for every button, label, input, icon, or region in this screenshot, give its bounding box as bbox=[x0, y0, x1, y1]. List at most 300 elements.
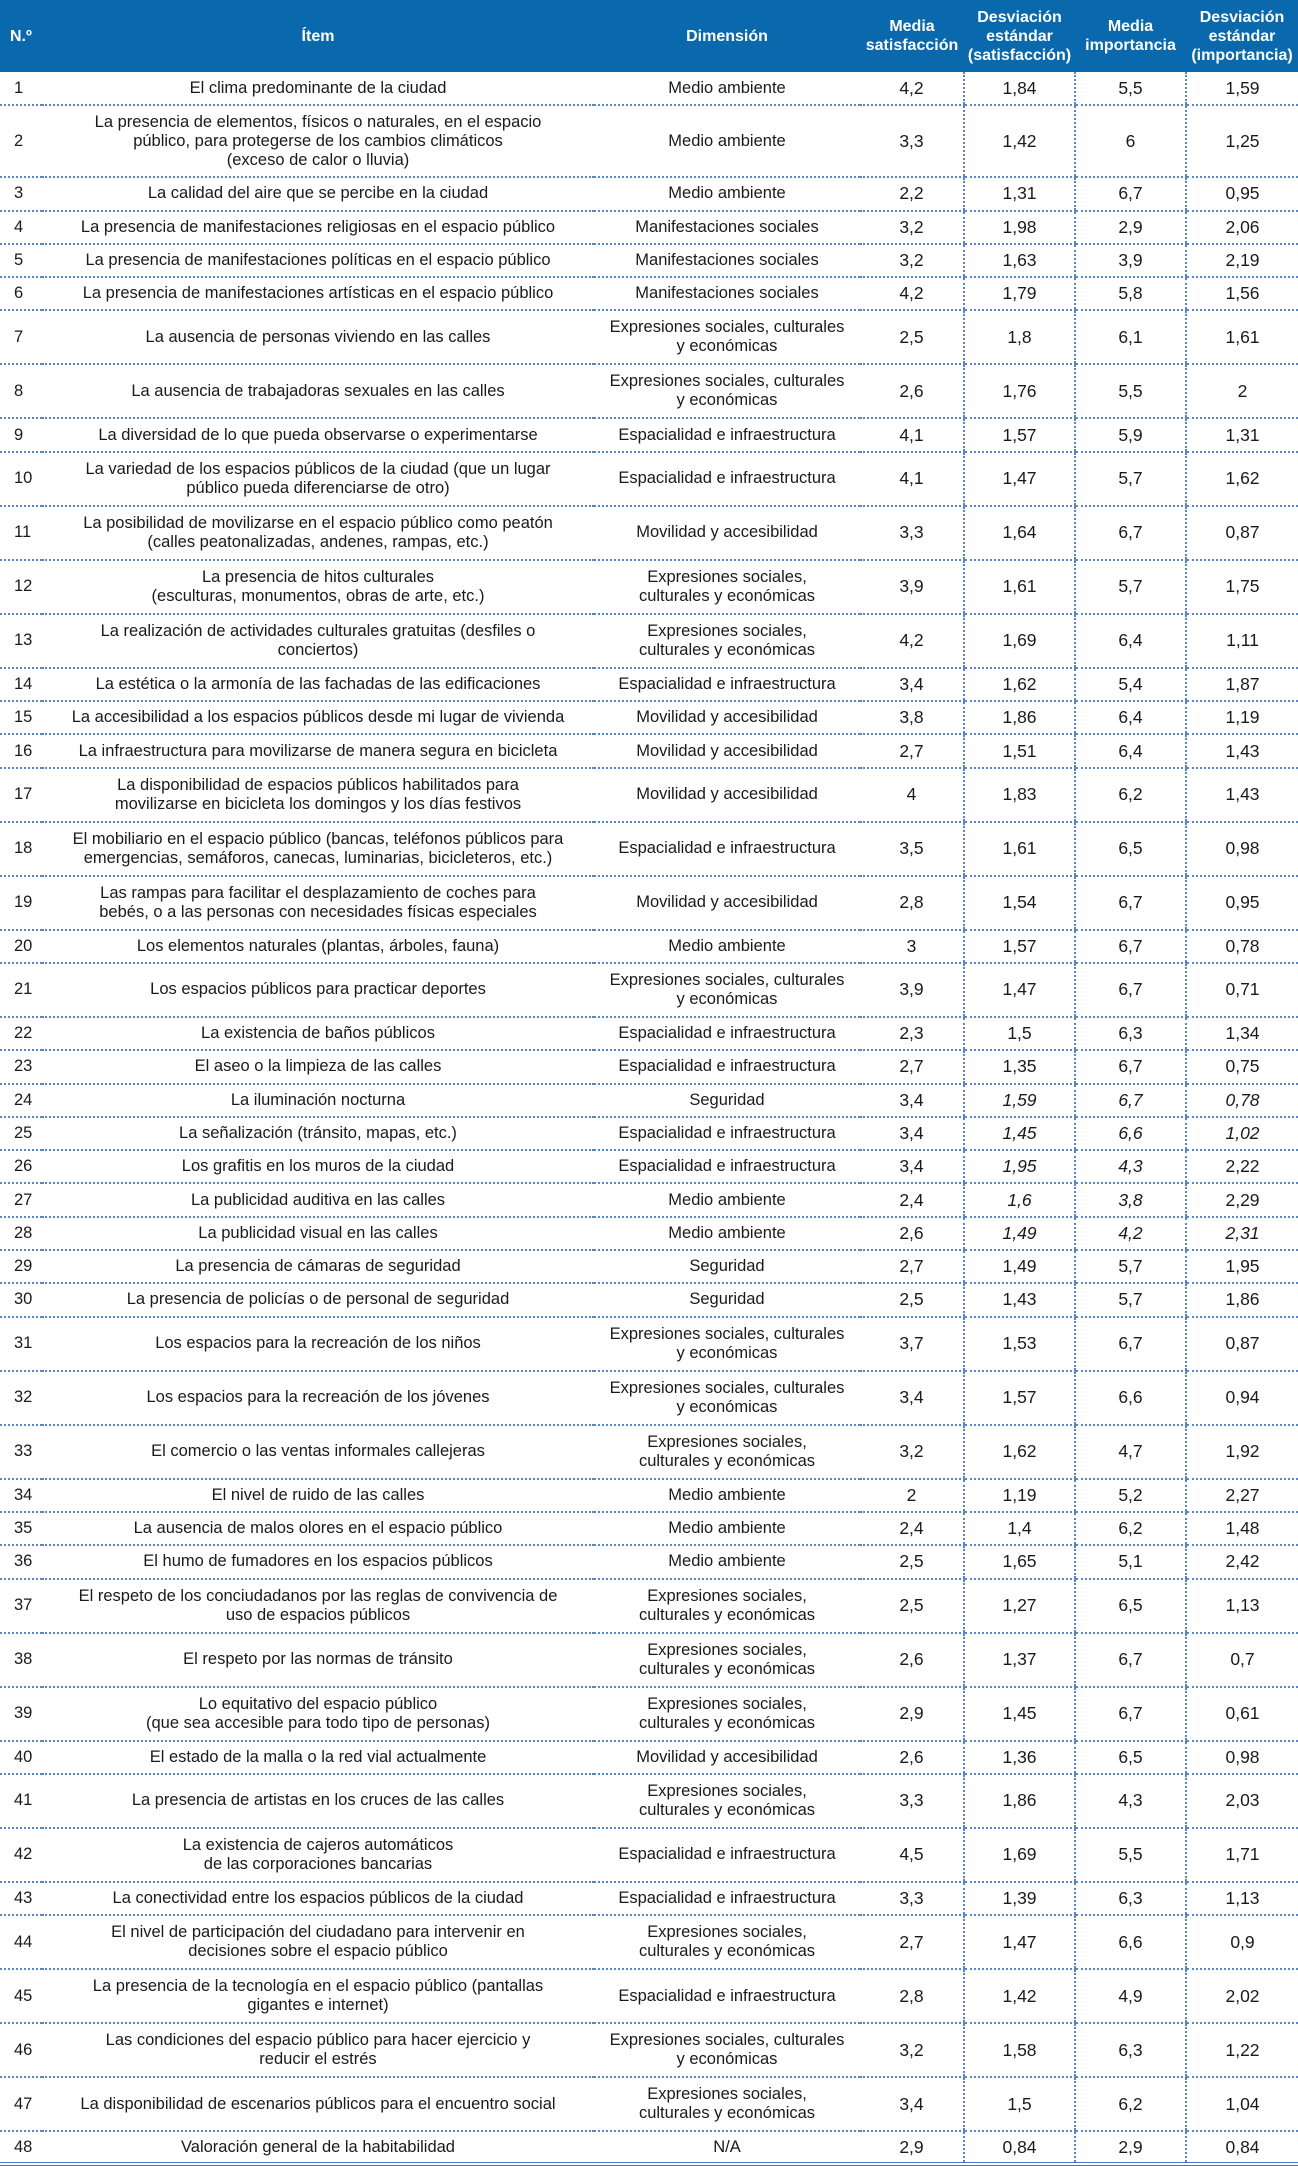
row-number: 28 bbox=[0, 1217, 42, 1250]
row-media-satisfaccion: 3,9 bbox=[860, 963, 964, 1017]
row-number: 27 bbox=[0, 1183, 42, 1216]
header-item: Ítem bbox=[42, 0, 594, 72]
row-desv-satisfaccion: 1,98 bbox=[964, 211, 1075, 244]
row-number: 9 bbox=[0, 418, 42, 451]
row-dimension: Expresiones sociales, culturales y económicas bbox=[594, 1371, 860, 1425]
row-media-satisfaccion: 3,2 bbox=[860, 211, 964, 244]
row-media-importancia: 6,3 bbox=[1075, 2023, 1186, 2077]
row-dimension: Expresiones sociales, culturales y económicas bbox=[594, 1425, 860, 1479]
row-number: 19 bbox=[0, 876, 42, 930]
row-desv-importancia: 0,87 bbox=[1186, 506, 1298, 560]
row-desv-importancia: 1,22 bbox=[1186, 2023, 1298, 2077]
row-dimension: Medio ambiente bbox=[594, 930, 860, 963]
row-dimension: Medio ambiente bbox=[594, 1545, 860, 1578]
row-item: El nivel de ruido de las calles bbox=[42, 1479, 594, 1512]
row-media-importancia: 3,9 bbox=[1075, 244, 1186, 277]
row-media-importancia: 6,4 bbox=[1075, 614, 1186, 668]
row-number: 30 bbox=[0, 1283, 42, 1316]
row-media-importancia: 4,3 bbox=[1075, 1774, 1186, 1828]
row-media-satisfaccion: 3,8 bbox=[860, 701, 964, 734]
row-dimension: Espacialidad e infraestructura bbox=[594, 1017, 860, 1050]
row-desv-satisfaccion: 1,4 bbox=[964, 1512, 1075, 1545]
table-body bbox=[0, 72, 1298, 2164]
row-item: Los elementos naturales (plantas, árboles, fauna) bbox=[42, 930, 594, 963]
row-desv-satisfaccion: 1,86 bbox=[964, 701, 1075, 734]
table-row bbox=[0, 1250, 1298, 1283]
row-media-importancia: 6,3 bbox=[1075, 1882, 1186, 1915]
row-media-satisfaccion: 3,3 bbox=[860, 1774, 964, 1828]
row-desv-satisfaccion: 1,6 bbox=[964, 1183, 1075, 1216]
row-number: 12 bbox=[0, 560, 42, 614]
row-desv-importancia: 0,98 bbox=[1186, 822, 1298, 876]
row-desv-importancia: 1,75 bbox=[1186, 560, 1298, 614]
row-desv-satisfaccion: 1,58 bbox=[964, 2023, 1075, 2077]
row-media-importancia: 6,1 bbox=[1075, 310, 1186, 364]
table-row bbox=[0, 1882, 1298, 1915]
row-desv-importancia: 1,56 bbox=[1186, 277, 1298, 310]
table-row bbox=[0, 1545, 1298, 1578]
row-item: La presencia de hitos culturales (esculturas, monumentos, obras de arte, etc.) bbox=[42, 560, 594, 614]
row-media-satisfaccion: 2,7 bbox=[860, 1250, 964, 1283]
row-media-satisfaccion: 3,4 bbox=[860, 1117, 964, 1150]
row-number: 42 bbox=[0, 1828, 42, 1882]
row-media-satisfaccion: 2,7 bbox=[860, 734, 964, 767]
row-media-importancia: 5,7 bbox=[1075, 1250, 1186, 1283]
row-media-satisfaccion: 2,6 bbox=[860, 1217, 964, 1250]
row-dimension: Medio ambiente bbox=[594, 177, 860, 210]
row-number: 36 bbox=[0, 1545, 42, 1578]
row-media-importancia: 6,7 bbox=[1075, 1050, 1186, 1083]
row-desv-importancia: 2,29 bbox=[1186, 1183, 1298, 1216]
row-dimension: Expresiones sociales, culturales y económicas bbox=[594, 1687, 860, 1741]
table-row bbox=[0, 1512, 1298, 1545]
table-row bbox=[0, 1479, 1298, 1512]
row-desv-satisfaccion: 1,45 bbox=[964, 1117, 1075, 1150]
row-media-satisfaccion: 3,4 bbox=[860, 1084, 964, 1117]
row-desv-satisfaccion: 1,49 bbox=[964, 1217, 1075, 1250]
row-desv-importancia: 2,31 bbox=[1186, 1217, 1298, 1250]
row-item: La realización de actividades culturales gratuitas (desfiles o conciertos) bbox=[42, 614, 594, 668]
row-media-importancia: 2,9 bbox=[1075, 211, 1186, 244]
row-media-importancia: 6,4 bbox=[1075, 701, 1186, 734]
row-desv-satisfaccion: 1,47 bbox=[964, 963, 1075, 1017]
row-desv-importancia: 1,43 bbox=[1186, 734, 1298, 767]
row-desv-importancia: 1,71 bbox=[1186, 1828, 1298, 1882]
row-number: 16 bbox=[0, 734, 42, 767]
row-number: 14 bbox=[0, 668, 42, 701]
row-media-satisfaccion: 4,1 bbox=[860, 452, 964, 506]
table-row bbox=[0, 768, 1298, 822]
row-media-importancia: 5,1 bbox=[1075, 1545, 1186, 1578]
row-media-satisfaccion: 2,8 bbox=[860, 876, 964, 930]
row-media-importancia: 2,9 bbox=[1075, 2131, 1186, 2164]
header-desv-satisfaccion: Desviación estándar (satisfacción) bbox=[964, 0, 1075, 72]
row-item: La disponibilidad de espacios públicos habilitados para movilizarse en bicicleta los domingos y los días festivos bbox=[42, 768, 594, 822]
row-number: 47 bbox=[0, 2077, 42, 2131]
row-desv-importancia: 0,78 bbox=[1186, 930, 1298, 963]
row-number: 33 bbox=[0, 1425, 42, 1479]
row-media-importancia: 6,7 bbox=[1075, 930, 1186, 963]
row-number: 10 bbox=[0, 452, 42, 506]
table-row bbox=[0, 734, 1298, 767]
row-item: Valoración general de la habitabilidad bbox=[42, 2131, 594, 2164]
row-dimension: Seguridad bbox=[594, 1283, 860, 1316]
header-media-importancia: Media importancia bbox=[1075, 0, 1186, 72]
row-number: 41 bbox=[0, 1774, 42, 1828]
row-item: La presencia de policías o de personal de seguridad bbox=[42, 1283, 594, 1316]
row-number: 22 bbox=[0, 1017, 42, 1050]
row-media-importancia: 5,2 bbox=[1075, 1479, 1186, 1512]
row-desv-importancia: 2,19 bbox=[1186, 244, 1298, 277]
row-media-satisfaccion: 3,4 bbox=[860, 2077, 964, 2131]
row-item: La presencia de manifestaciones artísticas en el espacio público bbox=[42, 277, 594, 310]
row-desv-importancia: 1,04 bbox=[1186, 2077, 1298, 2131]
row-media-satisfaccion: 4,2 bbox=[860, 614, 964, 668]
row-media-importancia: 6,7 bbox=[1075, 177, 1186, 210]
row-item: La estética o la armonía de las fachadas de las edificaciones bbox=[42, 668, 594, 701]
row-media-satisfaccion: 4,2 bbox=[860, 277, 964, 310]
header-media-satisfaccion: Media satisfacción bbox=[860, 0, 964, 72]
table-row bbox=[0, 930, 1298, 963]
row-item: Los espacios para la recreación de los niños bbox=[42, 1317, 594, 1371]
row-dimension: Espacialidad e infraestructura bbox=[594, 1050, 860, 1083]
header-dimension: Dimensión bbox=[594, 0, 860, 72]
table-row bbox=[0, 105, 1298, 177]
row-desv-importancia: 2 bbox=[1186, 364, 1298, 418]
row-item: El estado de la malla o la red vial actualmente bbox=[42, 1741, 594, 1774]
row-desv-satisfaccion: 1,65 bbox=[964, 1545, 1075, 1578]
row-media-satisfaccion: 4,1 bbox=[860, 418, 964, 451]
row-desv-satisfaccion: 1,69 bbox=[964, 1828, 1075, 1882]
row-number: 34 bbox=[0, 1479, 42, 1512]
row-media-importancia: 5,5 bbox=[1075, 364, 1186, 418]
row-media-importancia: 4,7 bbox=[1075, 1425, 1186, 1479]
row-desv-satisfaccion: 1,47 bbox=[964, 452, 1075, 506]
row-media-satisfaccion: 3,4 bbox=[860, 1150, 964, 1183]
table-row bbox=[0, 364, 1298, 418]
row-media-importancia: 6,7 bbox=[1075, 1687, 1186, 1741]
row-item: La presencia de la tecnología en el espacio público (pantallas gigantes e internet) bbox=[42, 1969, 594, 2023]
row-dimension: Expresiones sociales, culturales y económicas bbox=[594, 2023, 860, 2077]
row-media-importancia: 6,7 bbox=[1075, 506, 1186, 560]
row-desv-importancia: 2,02 bbox=[1186, 1969, 1298, 2023]
row-desv-satisfaccion: 1,39 bbox=[964, 1882, 1075, 1915]
row-media-importancia: 6,4 bbox=[1075, 734, 1186, 767]
row-number: 7 bbox=[0, 310, 42, 364]
row-media-satisfaccion: 3 bbox=[860, 930, 964, 963]
row-number: 21 bbox=[0, 963, 42, 1017]
row-media-importancia: 4,3 bbox=[1075, 1150, 1186, 1183]
row-dimension: Movilidad y accesibilidad bbox=[594, 506, 860, 560]
row-dimension: Expresiones sociales, culturales y económicas bbox=[594, 310, 860, 364]
row-dimension: Expresiones sociales, culturales y económicas bbox=[594, 1774, 860, 1828]
row-number: 11 bbox=[0, 506, 42, 560]
row-media-satisfaccion: 3,3 bbox=[860, 105, 964, 177]
row-desv-satisfaccion: 1,95 bbox=[964, 1150, 1075, 1183]
row-media-satisfaccion: 3,5 bbox=[860, 822, 964, 876]
row-dimension: N/A bbox=[594, 2131, 860, 2164]
row-desv-satisfaccion: 1,49 bbox=[964, 1250, 1075, 1283]
row-desv-importancia: 0,95 bbox=[1186, 177, 1298, 210]
row-desv-importancia: 2,03 bbox=[1186, 1774, 1298, 1828]
row-desv-satisfaccion: 1,53 bbox=[964, 1317, 1075, 1371]
row-number: 26 bbox=[0, 1150, 42, 1183]
table-row bbox=[0, 1915, 1298, 1969]
row-media-satisfaccion: 2,6 bbox=[860, 1633, 964, 1687]
row-desv-satisfaccion: 1,43 bbox=[964, 1283, 1075, 1316]
table-row bbox=[0, 701, 1298, 734]
row-dimension: Espacialidad e infraestructura bbox=[594, 418, 860, 451]
row-item: Los grafitis en los muros de la ciudad bbox=[42, 1150, 594, 1183]
row-item: El respeto por las normas de tránsito bbox=[42, 1633, 594, 1687]
row-desv-satisfaccion: 1,76 bbox=[964, 364, 1075, 418]
table-row bbox=[0, 876, 1298, 930]
table-row bbox=[0, 1633, 1298, 1687]
row-media-importancia: 5,8 bbox=[1075, 277, 1186, 310]
row-media-satisfaccion: 2,4 bbox=[860, 1183, 964, 1216]
table-row bbox=[0, 72, 1298, 105]
row-desv-satisfaccion: 1,62 bbox=[964, 1425, 1075, 1479]
row-number: 23 bbox=[0, 1050, 42, 1083]
table-row bbox=[0, 244, 1298, 277]
row-media-satisfaccion: 2,2 bbox=[860, 177, 964, 210]
row-desv-satisfaccion: 1,27 bbox=[964, 1579, 1075, 1633]
row-desv-importancia: 1,43 bbox=[1186, 768, 1298, 822]
table-row bbox=[0, 506, 1298, 560]
row-dimension: Expresiones sociales, culturales y económicas bbox=[594, 963, 860, 1017]
table-row bbox=[0, 1425, 1298, 1479]
row-number: 45 bbox=[0, 1969, 42, 2023]
row-dimension: Medio ambiente bbox=[594, 1217, 860, 1250]
row-desv-importancia: 0,75 bbox=[1186, 1050, 1298, 1083]
row-dimension: Espacialidad e infraestructura bbox=[594, 452, 860, 506]
row-dimension: Manifestaciones sociales bbox=[594, 277, 860, 310]
row-media-importancia: 5,7 bbox=[1075, 560, 1186, 614]
row-number: 25 bbox=[0, 1117, 42, 1150]
row-media-importancia: 5,7 bbox=[1075, 452, 1186, 506]
row-dimension: Expresiones sociales, culturales y económicas bbox=[594, 1915, 860, 1969]
row-desv-importancia: 1,31 bbox=[1186, 418, 1298, 451]
row-item: La ausencia de trabajadoras sexuales en las calles bbox=[42, 364, 594, 418]
row-desv-importancia: 1,61 bbox=[1186, 310, 1298, 364]
row-desv-satisfaccion: 1,64 bbox=[964, 506, 1075, 560]
row-dimension: Movilidad y accesibilidad bbox=[594, 1741, 860, 1774]
row-desv-satisfaccion: 1,57 bbox=[964, 418, 1075, 451]
table-row bbox=[0, 2077, 1298, 2131]
row-desv-satisfaccion: 1,61 bbox=[964, 560, 1075, 614]
row-media-satisfaccion: 3,4 bbox=[860, 1371, 964, 1425]
table-row bbox=[0, 1183, 1298, 1216]
row-item: La iluminación nocturna bbox=[42, 1084, 594, 1117]
row-desv-satisfaccion: 1,59 bbox=[964, 1084, 1075, 1117]
row-number: 44 bbox=[0, 1915, 42, 1969]
row-desv-importancia: 0,87 bbox=[1186, 1317, 1298, 1371]
row-media-satisfaccion: 2,6 bbox=[860, 1741, 964, 1774]
row-item: El aseo o la limpieza de las calles bbox=[42, 1050, 594, 1083]
row-item: La posibilidad de movilizarse en el espacio público como peatón (calles peatonalizadas, andenes, rampas, etc.) bbox=[42, 506, 594, 560]
row-media-satisfaccion: 3,3 bbox=[860, 506, 964, 560]
row-dimension: Espacialidad e infraestructura bbox=[594, 1882, 860, 1915]
row-media-importancia: 6,5 bbox=[1075, 822, 1186, 876]
row-media-satisfaccion: 2,5 bbox=[860, 1579, 964, 1633]
table-row bbox=[0, 1117, 1298, 1150]
row-desv-importancia: 0,9 bbox=[1186, 1915, 1298, 1969]
row-desv-satisfaccion: 1,5 bbox=[964, 1017, 1075, 1050]
row-item: La diversidad de lo que pueda observarse o experimentarse bbox=[42, 418, 594, 451]
row-number: 39 bbox=[0, 1687, 42, 1741]
row-desv-satisfaccion: 1,61 bbox=[964, 822, 1075, 876]
row-media-satisfaccion: 2,7 bbox=[860, 1915, 964, 1969]
row-desv-satisfaccion: 1,57 bbox=[964, 930, 1075, 963]
row-dimension: Medio ambiente bbox=[594, 1479, 860, 1512]
row-item: La presencia de elementos, físicos o naturales, en el espacio público, para protegerse de los cambios climáticos (exceso de calor o lluvia) bbox=[42, 105, 594, 177]
row-dimension: Expresiones sociales, culturales y económicas bbox=[594, 1579, 860, 1633]
row-number: 3 bbox=[0, 177, 42, 210]
row-media-importancia: 6,7 bbox=[1075, 876, 1186, 930]
row-number: 48 bbox=[0, 2131, 42, 2164]
row-number: 13 bbox=[0, 614, 42, 668]
row-dimension: Manifestaciones sociales bbox=[594, 211, 860, 244]
row-media-satisfaccion: 3,4 bbox=[860, 668, 964, 701]
row-desv-importancia: 1,19 bbox=[1186, 701, 1298, 734]
row-media-satisfaccion: 2,9 bbox=[860, 2131, 964, 2164]
row-number: 17 bbox=[0, 768, 42, 822]
table-row bbox=[0, 822, 1298, 876]
row-desv-satisfaccion: 1,63 bbox=[964, 244, 1075, 277]
row-desv-importancia: 2,22 bbox=[1186, 1150, 1298, 1183]
row-media-importancia: 6 bbox=[1075, 105, 1186, 177]
row-desv-satisfaccion: 1,79 bbox=[964, 277, 1075, 310]
row-desv-importancia: 1,92 bbox=[1186, 1425, 1298, 1479]
table-row bbox=[0, 418, 1298, 451]
table-row bbox=[0, 1017, 1298, 1050]
row-desv-importancia: 1,11 bbox=[1186, 614, 1298, 668]
row-number: 29 bbox=[0, 1250, 42, 1283]
row-desv-satisfaccion: 1,86 bbox=[964, 1774, 1075, 1828]
row-item: La variedad de los espacios públicos de la ciudad (que un lugar público pueda diferenciarse de otro) bbox=[42, 452, 594, 506]
row-media-importancia: 4,9 bbox=[1075, 1969, 1186, 2023]
row-item: La presencia de cámaras de seguridad bbox=[42, 1250, 594, 1283]
row-dimension: Espacialidad e infraestructura bbox=[594, 1117, 860, 1150]
row-number: 32 bbox=[0, 1371, 42, 1425]
row-desv-satisfaccion: 1,84 bbox=[964, 72, 1075, 105]
row-dimension: Expresiones sociales, culturales y económicas bbox=[594, 2077, 860, 2131]
row-desv-importancia: 2,42 bbox=[1186, 1545, 1298, 1578]
row-item: La ausencia de malos olores en el espacio público bbox=[42, 1512, 594, 1545]
row-media-satisfaccion: 2,9 bbox=[860, 1687, 964, 1741]
table-row bbox=[0, 963, 1298, 1017]
row-desv-satisfaccion: 1,37 bbox=[964, 1633, 1075, 1687]
row-media-satisfaccion: 4,5 bbox=[860, 1828, 964, 1882]
table-row bbox=[0, 211, 1298, 244]
row-desv-satisfaccion: 1,57 bbox=[964, 1371, 1075, 1425]
row-desv-satisfaccion: 1,31 bbox=[964, 177, 1075, 210]
table-row bbox=[0, 1687, 1298, 1741]
row-media-satisfaccion: 2,6 bbox=[860, 364, 964, 418]
row-number: 2 bbox=[0, 105, 42, 177]
row-dimension: Medio ambiente bbox=[594, 1512, 860, 1545]
table-row bbox=[0, 1050, 1298, 1083]
table-row bbox=[0, 452, 1298, 506]
row-desv-importancia: 0,71 bbox=[1186, 963, 1298, 1017]
row-desv-satisfaccion: 1,62 bbox=[964, 668, 1075, 701]
row-dimension: Espacialidad e infraestructura bbox=[594, 822, 860, 876]
row-desv-satisfaccion: 1,42 bbox=[964, 105, 1075, 177]
row-number: 20 bbox=[0, 930, 42, 963]
row-desv-satisfaccion: 1,36 bbox=[964, 1741, 1075, 1774]
row-number: 8 bbox=[0, 364, 42, 418]
table-row bbox=[0, 1317, 1298, 1371]
row-media-satisfaccion: 3,2 bbox=[860, 2023, 964, 2077]
row-desv-importancia: 2,06 bbox=[1186, 211, 1298, 244]
row-item: La accesibilidad a los espacios públicos desde mi lugar de vivienda bbox=[42, 701, 594, 734]
row-item: La publicidad visual en las calles bbox=[42, 1217, 594, 1250]
row-dimension: Expresiones sociales, culturales y económicas bbox=[594, 1633, 860, 1687]
row-dimension: Expresiones sociales, culturales y económicas bbox=[594, 614, 860, 668]
row-item: La conectividad entre los espacios públicos de la ciudad bbox=[42, 1882, 594, 1915]
row-desv-importancia: 1,25 bbox=[1186, 105, 1298, 177]
row-dimension: Movilidad y accesibilidad bbox=[594, 876, 860, 930]
row-desv-importancia: 1,62 bbox=[1186, 452, 1298, 506]
row-media-importancia: 6,5 bbox=[1075, 1741, 1186, 1774]
row-dimension: Expresiones sociales, culturales y económicas bbox=[594, 1317, 860, 1371]
row-media-importancia: 6,2 bbox=[1075, 768, 1186, 822]
row-media-importancia: 3,8 bbox=[1075, 1183, 1186, 1216]
row-item: La ausencia de personas viviendo en las calles bbox=[42, 310, 594, 364]
table-row bbox=[0, 1217, 1298, 1250]
row-item: La infraestructura para movilizarse de manera segura en bicicleta bbox=[42, 734, 594, 767]
row-desv-satisfaccion: 0,84 bbox=[964, 2131, 1075, 2164]
table-row bbox=[0, 1969, 1298, 2023]
table-row bbox=[0, 2131, 1298, 2164]
row-media-importancia: 6,2 bbox=[1075, 1512, 1186, 1545]
row-item: La presencia de manifestaciones políticas en el espacio público bbox=[42, 244, 594, 277]
row-dimension: Espacialidad e infraestructura bbox=[594, 1969, 860, 2023]
table-row bbox=[0, 310, 1298, 364]
row-item: El nivel de participación del ciudadano para intervenir en decisiones sobre el espacio público bbox=[42, 1915, 594, 1969]
row-media-importancia: 6,6 bbox=[1075, 1371, 1186, 1425]
row-desv-satisfaccion: 1,19 bbox=[964, 1479, 1075, 1512]
row-desv-satisfaccion: 1,35 bbox=[964, 1050, 1075, 1083]
row-item: Los espacios para la recreación de los jóvenes bbox=[42, 1371, 594, 1425]
row-number: 15 bbox=[0, 701, 42, 734]
row-media-importancia: 6,7 bbox=[1075, 1633, 1186, 1687]
table-row bbox=[0, 1084, 1298, 1117]
row-desv-importancia: 1,13 bbox=[1186, 1579, 1298, 1633]
table-row bbox=[0, 1828, 1298, 1882]
header-desv-importancia: Desviación estándar (importancia) bbox=[1186, 0, 1298, 72]
row-item: El respeto de los conciudadanos por las reglas de convivencia de uso de espacios públicos bbox=[42, 1579, 594, 1633]
row-desv-importancia: 1,87 bbox=[1186, 668, 1298, 701]
row-number: 40 bbox=[0, 1741, 42, 1774]
row-item: El clima predominante de la ciudad bbox=[42, 72, 594, 105]
row-media-importancia: 5,7 bbox=[1075, 1283, 1186, 1316]
row-desv-importancia: 0,95 bbox=[1186, 876, 1298, 930]
table-row bbox=[0, 1150, 1298, 1183]
table-row bbox=[0, 177, 1298, 210]
row-desv-importancia: 1,95 bbox=[1186, 1250, 1298, 1283]
row-media-satisfaccion: 2 bbox=[860, 1479, 964, 1512]
row-desv-satisfaccion: 1,47 bbox=[964, 1915, 1075, 1969]
row-dimension: Movilidad y accesibilidad bbox=[594, 734, 860, 767]
row-media-importancia: 6,5 bbox=[1075, 1579, 1186, 1633]
row-desv-importancia: 0,84 bbox=[1186, 2131, 1298, 2164]
row-item: Las condiciones del espacio público para hacer ejercicio y reducir el estrés bbox=[42, 2023, 594, 2077]
table-row bbox=[0, 560, 1298, 614]
row-number: 1 bbox=[0, 72, 42, 105]
row-media-satisfaccion: 3,9 bbox=[860, 560, 964, 614]
row-item: El mobiliario en el espacio público (bancas, teléfonos públicos para emergencias, semáforos, canecas, luminarias, bicicleteros, etc.) bbox=[42, 822, 594, 876]
